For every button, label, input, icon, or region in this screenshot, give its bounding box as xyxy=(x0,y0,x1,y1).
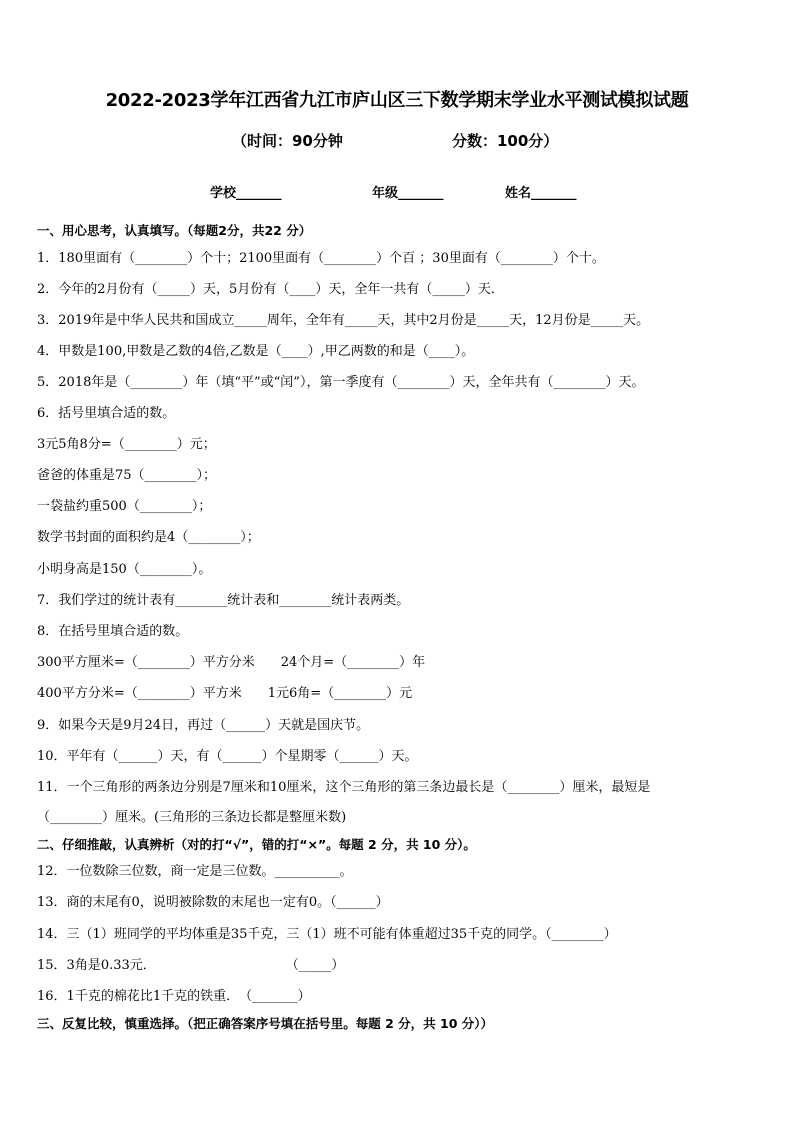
section-2-heading: 二、仔细推敲，认真辨析（对的打“√”，错的打“×”。每题 2 分，共 10 分）。 xyxy=(37,837,476,852)
question-3: 3．2019年是中华人民共和国成立_____周年，全年有_____天，其中2月份是_____天，12月份是_____天。 xyxy=(37,313,650,328)
question-11: 11．一个三角形的两条边分别是7厘米和10厘米，这个三角形的第三条边最长是（________）厘米，最短是 xyxy=(37,780,651,795)
question-9: 9．如果今天是9月24日，再过（______）天就是国庆节。 xyxy=(37,718,370,733)
question-8-item-2: 400平方分米=（________）平方米 1元6角=（________）元 xyxy=(37,686,413,701)
question-15: 15．3角是0.33元． （_____） xyxy=(37,958,345,973)
question-16: 16．1千克的棉花比1千克的铁重． （_______） xyxy=(37,989,311,1004)
question-7: 7．我们学过的统计表有________统计表和________统计表两类。 xyxy=(37,593,410,608)
question-6-item-3: 一袋盐约重500（________）； xyxy=(37,499,212,514)
question-14: 14．三（1）班同学的平均体重是35千克，三（1）班不可能有体重超过35千克的同学。（________） xyxy=(37,927,617,942)
question-2: 2．今年的2月份有（_____）天，5月份有（____）天，全年一共有（_____）天． xyxy=(37,282,504,297)
name-field[interactable]: 姓名_______ xyxy=(505,186,577,201)
question-6: 6．括号里填合适的数。 xyxy=(37,406,176,421)
section-1-heading: 一、用心思考，认真填写。（每题2分，共22 分） xyxy=(37,223,312,238)
question-1: 1．180里面有（________）个十；2100里面有（________）个百 ；30里面有（________）个十。 xyxy=(37,251,605,266)
grade-field[interactable]: 年级_______ xyxy=(372,186,444,201)
question-8: 8．在括号里填合适的数。 xyxy=(37,624,189,639)
exam-score: 分数：100分） xyxy=(452,132,559,150)
page-title: 2022-2023学年江西省九江市庐山区三下数学期末学业水平测试模拟试题 xyxy=(105,90,689,111)
school-field[interactable]: 学校_______ xyxy=(210,186,282,201)
exam-time: （时间：90分钟 xyxy=(232,132,343,150)
section-3-heading: 三、反复比较，慎重选择。（把正确答案序号填在括号里。每题 2 分，共 10 分）） xyxy=(37,1016,494,1031)
question-6-item-5: 小明身高是150（________）。 xyxy=(37,562,212,577)
question-8-item-1: 300平方厘米=（________）平方分米 24个月=（________）年 xyxy=(37,655,426,670)
question-5: 5．2018年是（________）年（填“平”或“闰”），第一季度有（________）天，全年共有（________）天。 xyxy=(37,375,645,390)
question-6-item-1: 3元5角8分=（________）元； xyxy=(37,437,216,452)
question-4: 4．甲数是100,甲数是乙数的4倍,乙数是（____）,甲乙两数的和是（____）。 xyxy=(37,344,475,359)
question-6-item-4: 数学书封面的面积约是4（________）； xyxy=(37,530,260,545)
question-10: 10．平年有（______）天，有（______）个星期零（______）天。 xyxy=(37,749,418,764)
question-6-item-2: 爸爸的体重是75（________）； xyxy=(37,468,217,483)
question-12: 12．一位数除三位数，商一定是三位数。__________。 xyxy=(37,864,353,879)
question-11-continued: （________）厘米。(三角形的三条边长都是整厘米数) xyxy=(37,810,347,825)
question-13: 13．商的末尾有0，说明被除数的末尾也一定有0。（______） xyxy=(37,895,389,910)
